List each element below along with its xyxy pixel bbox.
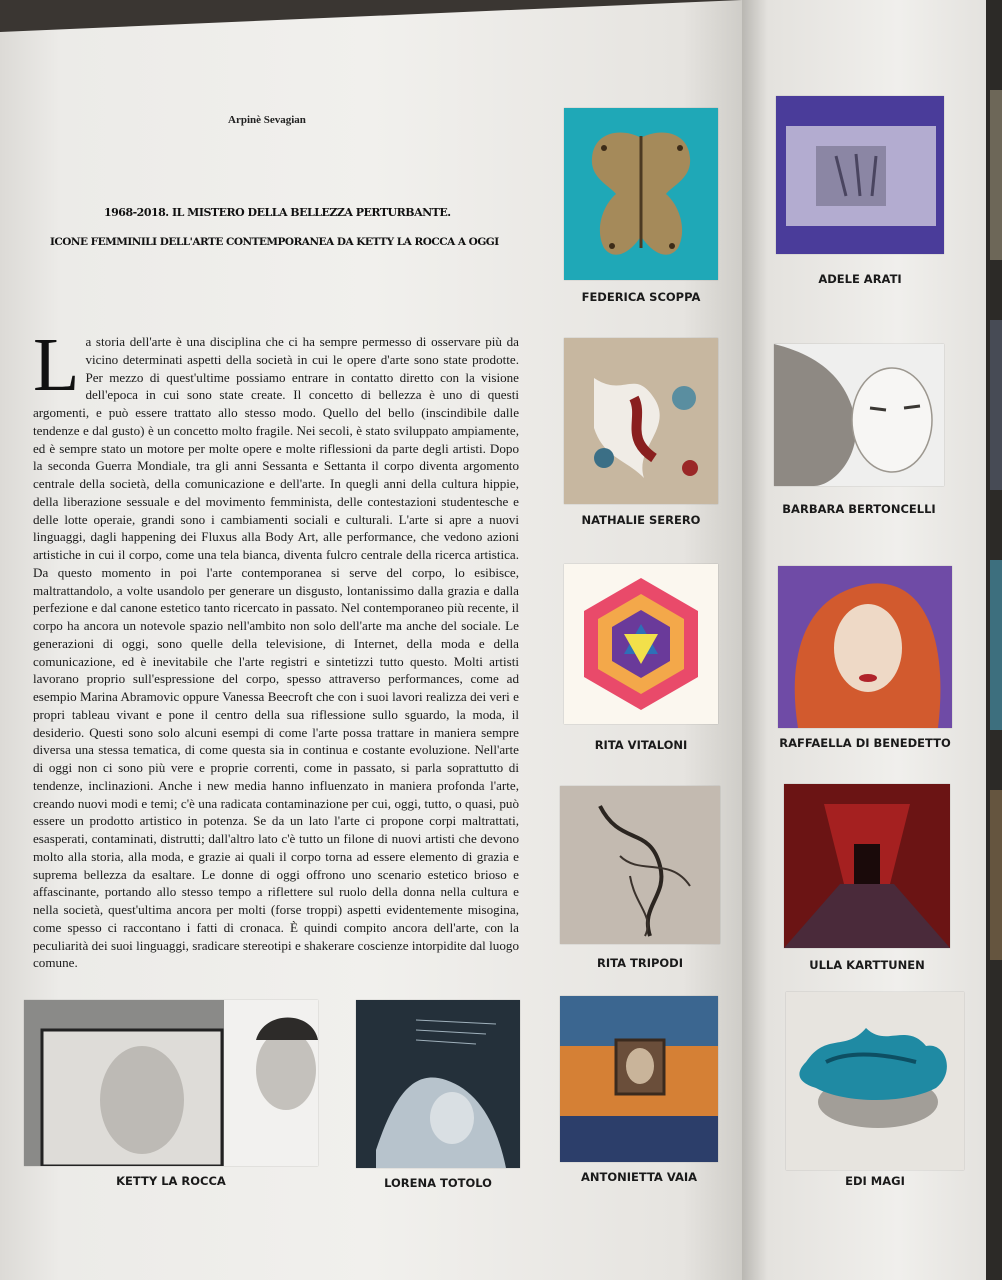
author-name: Arpinè Sevagian: [228, 114, 306, 126]
artwork-lorena-totolo: [356, 1000, 520, 1168]
artwork-edi-magi: [786, 992, 964, 1170]
article-body: [33, 323, 519, 972]
article-subtitle: ICONE FEMMINILI DELL'ARTE CONTEMPORANEA DA KETTY LA ROCCA A OGGI: [50, 236, 499, 248]
artwork-ulla-karttunen: [784, 784, 950, 948]
caption-rita-vitaloni: RITA VITALONI: [594, 738, 688, 752]
artwork-federica-scoppa: [564, 108, 718, 280]
artwork-rita-vitaloni: [564, 564, 718, 724]
article-title: 1968-2018. IL MISTERO DELLA BELLEZZA PERTURBANTE.: [104, 206, 451, 219]
article-text: a storia dell'arte è una disciplina che ci ha sempre permesso di osservare più da vicino determinati aspetti della società in cui le opere d'arte sono state prodotte. Per mezzo di quest'ultime possiamo entrare in contatto diretto con la visione dell'epoca in cui sono state create. Il concetto di bellezza è uno di questi argomenti, e può essere trattato allo stesso modo. Quello del bello (inscindibile dalle tendenze e dal gusto) è un concetto molto fragile. Nei secoli, è stato sviluppato ampiamente, ed è sempre stato un motore per molte opere e molte riflessioni da parte degli artisti. Dopo la seconda Guerra Mondiale, tra gli anni Sessanta e Settanta il corpo diventa argomento centrale della società, della comunicazione e dell'arte. In quegli anni della cultura hippie, della liberazione sessuale e del movimento femminista, delle contestazioni studentesche e delle lotte operaie, grandi sono i cambiamenti sociali e culturali. L'arte si apre a nuovi linguaggi, dagli happening dei Fluxus alla Body Art, alle performance, che vedono azioni artistiche in cui il corpo, come una tela bianca, diventa fulcro centrale della ricerca artistica. Da questo momento in poi l'arte contemporanea si serve del corpo, lo esibisce, maltrattandolo, a volte usandolo per generare un disgusto, lontanissimo dalla grazia e dalla perfezione e dal canone estetico tanto ricercato in passato. Nel contemporaneo più recente, il corpo ha ancora un notevole spazio nell'ambito non solo dell'arte ma anche del sociale. Le generazioni di oggi, sono quelle della televisione, di Internet, della moda e della comunicazione, ed è inevitabile che l'arte registri e sintetizzi tutto questo. Molti artisti lavorano proprio sull'espressione del corpo, spesso attraverso performances, come ad esempio Marina Abramovic oppure Vanessa Beecroft che con i suoi lavori realizza dei veri e propri tableau vivant e pone il centro della sua riflessione sullo sguardo, la moda, il desiderio. Questi sono solo alcuni esempi di come l'arte possa trattare in maniera sempre diversa una stessa tematica, di come questa sia in continua e costante evoluzione. Nell'arte di oggi non ci sono più vere e proprie correnti, come in passato, si parla soprattutto di tendenze, inclinazioni. Anche i new media hanno influenzato in maniera profonda l'arte, creando nuovi modi e temi; c'è una radicata contaminazione per cui, oggi, tutto, o quasi, può essere un prodotto artistico in potenza. Se da un lato l'arte ci propone corpi maltrattati, esasperati, contaminati, distrutti; dall'altro lato c'è tutto un filone di nuovi artisti che devono molto alla storia, alla moda, e grazie ai quali il corpo torna ad essere elemento di grazia e suprema bellezza da esaltare. Le donne di oggi offrono uno scenario estetico brioso e affascinante, portando allo stesso tempo a riflettere sul ruolo della donna nella cultura e nella società, quest'ultima ancora per molti (forse troppi) aspetti evidentemente misogina, come spesso ci raccontano i fatti di cronaca. È quindi compito ancora dell'arte, con la peculiarità dei suoi linguaggi, sradicare stereotipi e shakerare coscienze intorpidite dal luogo comune.: [33, 334, 519, 971]
caption-ulla-karttunen: ULLA KARTTUNEN: [809, 958, 925, 972]
caption-lorena-totolo: LORENA TOTOLO: [384, 1176, 492, 1190]
caption-antonietta-vaia: ANTONIETTA VAIA: [580, 1170, 698, 1184]
caption-ketty-la-rocca: KETTY LA ROCCA: [116, 1174, 226, 1188]
caption-edi-magi: EDI MAGI: [845, 1174, 905, 1188]
caption-nathalie-serero: NATHALIE SERERO: [581, 513, 701, 527]
drop-cap: L: [33, 323, 80, 407]
caption-adele-arati: ADELE ARATI: [818, 272, 902, 286]
artwork-rita-tripodi: [560, 786, 720, 944]
artwork-barbara-bertoncelli: [774, 344, 944, 486]
caption-raffaella-di-benedetto: RAFFAELLA DI BENEDETTO: [779, 736, 951, 750]
caption-federica-scoppa: FEDERICA SCOPPA: [581, 290, 701, 304]
artwork-ketty-la-rocca: [24, 1000, 318, 1166]
artwork-antonietta-vaia: [560, 996, 718, 1162]
next-page-edge: [986, 0, 1002, 1280]
caption-barbara-bertoncelli: BARBARA BERTONCELLI: [782, 502, 936, 516]
artwork-adele-arati: [776, 96, 944, 254]
artwork-raffaella-di-benedetto: [778, 566, 952, 728]
caption-rita-tripodi: RITA TRIPODI: [597, 956, 683, 970]
artwork-nathalie-serero: [564, 338, 718, 504]
